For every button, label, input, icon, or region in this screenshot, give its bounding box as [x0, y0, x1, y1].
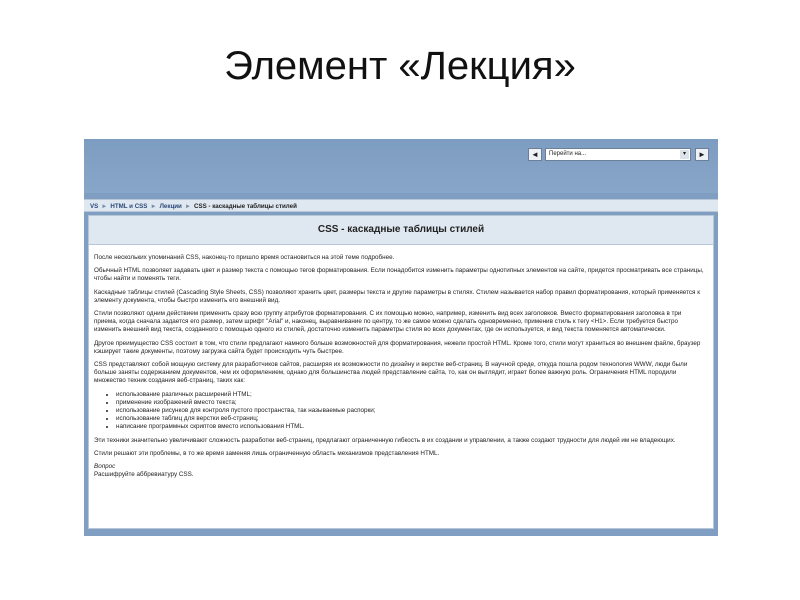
screenshot-frame — [84, 139, 718, 536]
list-item: • применение изображений вместо текста; — [116, 399, 706, 407]
top-navigation-bar — [84, 139, 718, 193]
breadcrumb-separator-icon: ► — [184, 203, 191, 210]
paragraph: Стили решают эти проблемы, в то же время заменяя лишь ограниченную область механизмов представления HTML. — [94, 449, 440, 457]
breadcrumb — [84, 199, 718, 212]
list-item: • написание программных скриптов вместо использования HTML. — [116, 423, 706, 431]
jump-to-select[interactable] — [545, 148, 691, 161]
breadcrumb-item-vs[interactable]: VS — [90, 203, 99, 210]
breadcrumb-item-lectures[interactable]: Лекции — [159, 203, 182, 210]
technique-list — [94, 391, 706, 432]
list-item: • использование рисунков для контроля пустого пространства, так называемые распорки; — [116, 407, 706, 415]
breadcrumb-separator-icon: ► — [101, 203, 108, 210]
list-item: • использование таблиц для верстки веб-страниц; — [116, 415, 706, 423]
lecture-content — [88, 215, 714, 529]
previous-button[interactable]: ◄ — [528, 148, 542, 161]
breadcrumb-separator-icon: ► — [150, 203, 157, 210]
paragraph: Каскадные таблицы стилей (Cascading Style Sheets, CSS) позволяют хранить цвет, размеры текста и другие параметры в стилях. Стилем называется набор правил форматирования, который применяется к элементу документа, чтобы быстро изменить его внешний вид. — [94, 288, 700, 304]
paragraph: Эти техники значительно увеличивают сложность разработки веб-страниц, предлагают ограниченную гибкость в их создании и управлении, а также создают трудности для людей им не владеющих. — [94, 436, 676, 444]
paragraph: Другое преимущество CSS состоит в том, что стили предлагают намного больше возможностей для форматирования, нежели простой HTML. Кроме того, стили могут храниться во внешнем файле, браузер кэширует такие документы, поэтому загрузка сайта будет происходить чуть быстрее. — [94, 339, 701, 355]
question-label: Вопрос — [94, 463, 116, 471]
lecture-body — [94, 254, 706, 479]
paragraph: Стили позволяют одним действием применить сразу всю группу атрибутов форматирования. С их помощью можно, например, изменить вид всех заголовков. Вместо форматирования заголовка в три приема, когда сначала задается его размер, затем шрифт "Arial" и, наконец, выравнивание по центру, то же самое можно сделать одновременно, применив стиль к тегу <H1>. Если требуется быстро изменить внешний вид текста, созданного с помощью одного из стилей, достаточно изменить параметры стиля во всех документах, где он используется, и вид текста поменяется автоматически. — [94, 310, 682, 334]
bottom-bar — [84, 529, 718, 536]
paragraph: Обычный HTML позволяет задавать цвет и размер текста с помощью тегов форматирования. Если понадобится изменить параметры однотипных элементов на сайте, придется просматривать все страницы, чтобы найти и поменять теги. — [94, 267, 704, 283]
jump-to-select-value: Перейти на... — [549, 151, 587, 157]
chevron-down-icon: ▾ — [680, 150, 689, 159]
paragraph: После нескольких упоминаний CSS, наконец-то пришло время остановиться на этой теме подробнее. — [94, 254, 395, 261]
slide-title: Элемент «Лекция» — [224, 44, 576, 88]
lecture-title: CSS - каскадные таблицы стилей — [89, 216, 713, 245]
breadcrumb-current: CSS - каскадные таблицы стилей — [193, 203, 297, 210]
breadcrumb-item-html-css[interactable]: HTML и CSS — [110, 203, 148, 210]
question-text: Расшифруйте аббревиатуру CSS. — [94, 471, 194, 479]
list-item: • использование различных расширений HTML; — [116, 391, 706, 399]
paragraph: CSS представляют собой мощную систему для разработчиков сайтов, расширяя их возможности по дизайну и верстке веб-страниц. В научной среде, откуда пошла родом технология WWW, люди были больше заняты содержанием документов, чем их оформлением, однако для большинства людей представление сайта, то, как он выглядит, играет более важную роль. Ограничения HTML породили множество техник создания веб-страниц, таких как: — [94, 361, 688, 385]
next-button[interactable]: ► — [695, 148, 709, 161]
